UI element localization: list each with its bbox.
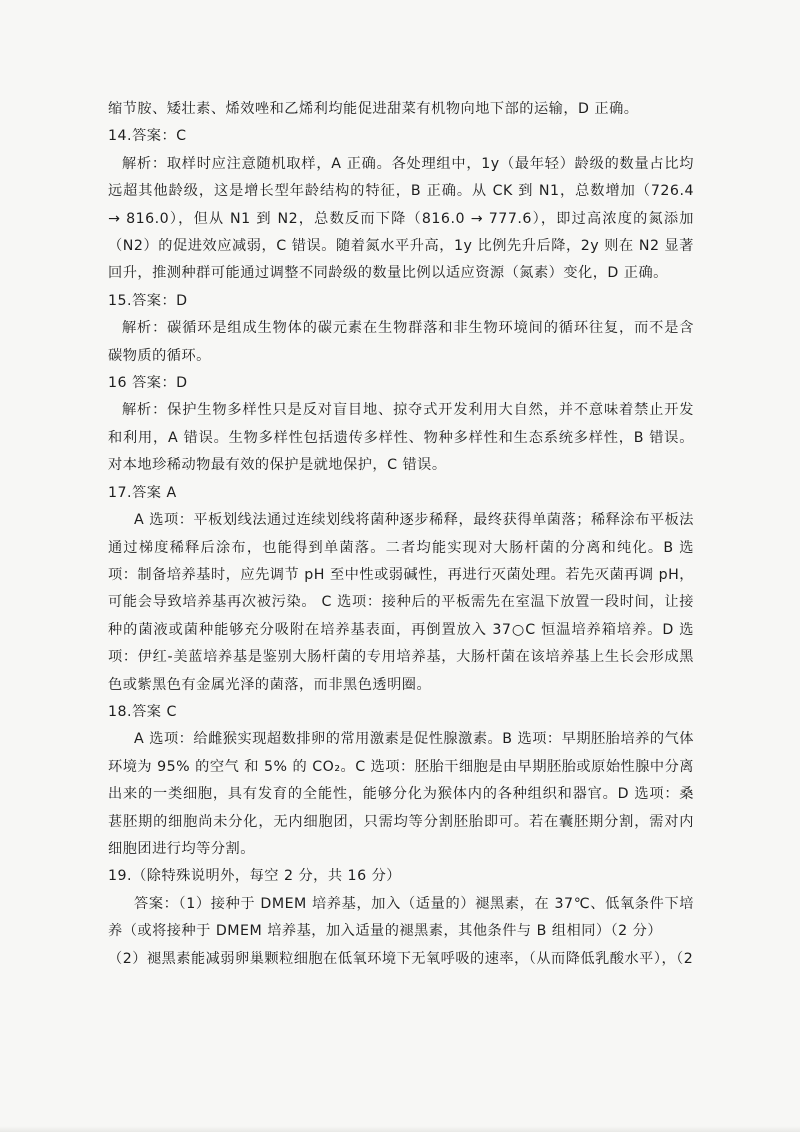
explanation-17: A 选项：平板划线法通过连续划线将菌种逐步稀释，最终获得单菌落；稀释涂布平板法通过梯度稀释后涂布，也能得到单菌落。二者均能实现对大肠杆菌的分离和纯化。B 选项：制备培养基时，应先调节 pH 至中性或弱碱性，再进行灭菌处理。若先灭菌再调 pH，可能会导致培养基再次被污染。 C 选项：接种后的平板需先在室温下放置一段时间，让接种的菌液或菌种能够充分吸附在培养基表面，再倒置放入 37○C 恒温培养箱培养。D 选项：伊红-美蓝培养基是鉴别大肠杆菌的专用培养基，大肠杆菌在该培养基上生长会形成黑色或紫黑色有金属光泽的菌落，而非黑色透明圈。 [108, 512, 694, 693]
explanation-16: 解析：保护生物多样性只是反对盲目地、掠夺式开发利用大自然，并不意味着禁止开发和利用，A 错误。生物多样性包括遗传多样性、物种多样性和生态系统多样性，B 错误。对本地珍稀动物最有效的保护是就地保护，C 错误。 [108, 402, 694, 474]
answer-19-part-1: 答案：（1）接种于 DMEM 培养基，加入（适量的）褪黑素，在 37℃、低氧条件下培养（或将接种于 DMEM 培养基，加入适量的褪黑素，其他条件与 B 组相同）（2 分） [108, 895, 694, 940]
answer-18-heading: 18.答案 C [108, 703, 177, 720]
answer-explanations [108, 96, 694, 973]
explanation-15: 解析：碳循环是组成生物体的碳元素在生物群落和非生物环境间的循环往复，而不是含碳物质的循环。 [108, 320, 694, 364]
answer-15-heading: 15.答案：D [108, 292, 188, 309]
answer-17-heading: 17.答案 A [108, 484, 177, 501]
answer-14-heading: 14.答案：C [108, 128, 187, 145]
answer-19-part-2: （2）褪黑素能减弱卵巢颗粒细胞在低氧环境下无氧呼吸的速率，（从而降低乳酸水平），（2 [108, 950, 694, 967]
page-edge [0, 1126, 800, 1132]
paragraph-13-end: 缩节胺、矮壮素、烯效唑和乙烯利均能促进甜菜有机物向地下部的运输，D 正确。 [108, 101, 639, 117]
explanation-18: A 选项：给雌猴实现超数排卵的常用激素是促性腺激素。B 选项：早期胚胎培养的气体环境为 95% 的空气 和 5% 的 CO₂。C 选项：胚胎干细胞是由早期胚胎或原始性腺中分离出来的一类细胞，具有发育的全能性，能够分化为猴体内的各种组织和器官。D 选项：桑葚胚期的细胞尚未分化，无内细胞团，只需均等分割胚胎即可。若在囊胚期分割，需对内细胞团进行均等分割。 [108, 731, 694, 857]
answer-19-heading: 19.（除特殊说明外，每空 2 分，共 16 分） [108, 868, 401, 885]
answer-16-heading: 16 答案：D [108, 375, 188, 392]
explanation-14: 解析：取样时应注意随机取样，A 正确。各处理组中，1y（最年轻）龄级的数量占比均远超其他龄级，这是增长型年龄结构的特征，B 正确。从 CK 到 N1，总数增加（726.4 → 816.0），但从 N1 到 N2，总数反而下降（816.0 → 777.6），即过高浓度的氮添加（N2）的促进效应减弱，C 错误。随着氮水平升高，1y 比例先升后降，2y 则在 N2 显著回升，推测种群可能通过调整不同龄级的数量比例以适应资源（氮素）变化，D 正确。 [108, 155, 694, 282]
